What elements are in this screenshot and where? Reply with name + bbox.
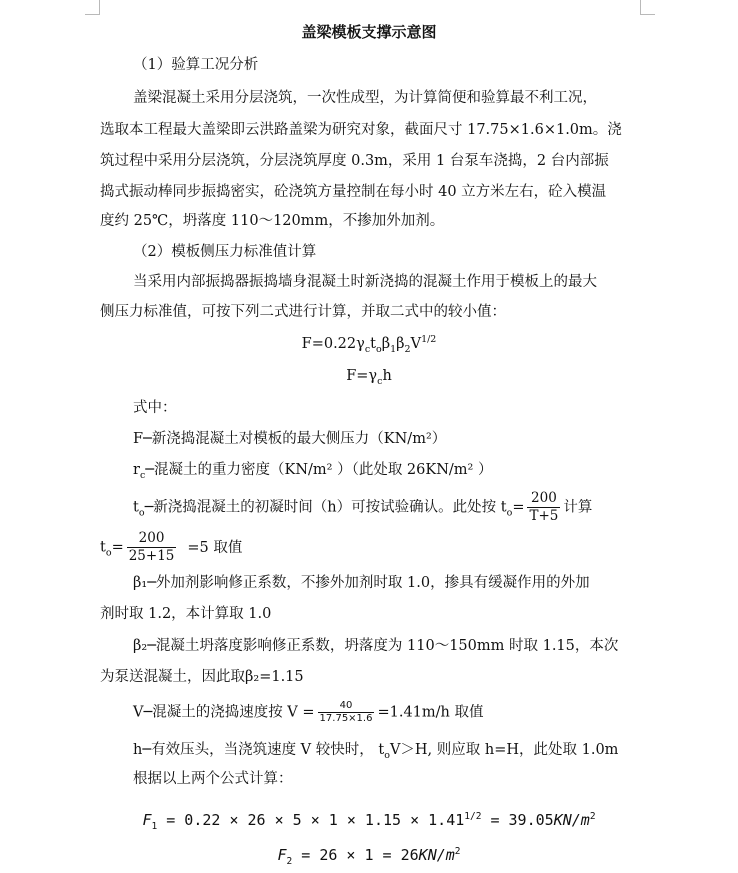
section1-heading: （1）验算工况分析 [133,57,259,73]
formula-lateral-pressure-1: $F=0.22\gamma_ct_o\beta_1\beta_2V^{1/2}$ [301,334,437,355]
paragraph1-line5: 度约 25℃，坍落度 110～120mm，不掺加外加剂。 [100,213,445,229]
paragraph1-line4: 捣式振动棒同步振捣密实，砼浇筑方量控制在每小时 40 立方米左右，砼入模温 [100,184,607,200]
definition-t0: $t_o─$新浇捣混凝土的初凝时间（h）可按试验确认。此处按 $t_o=$ $\frac{200}{T+5}$ 计算 [133,490,593,524]
fraction-200-over-40: $\frac{200}{25+15}$ [128,530,175,564]
definition-rc: $r_c─$混凝土的重力密度（KN/m² ）（此处取 26KN/m² ） [133,462,493,481]
paragraph1-line1: 盖梁混凝土采用分层浇筑，一次性成型，为计算简便和验算最不利工况， [133,90,597,106]
page-corner-mark-right [640,0,655,15]
paragraph1-line2: 选取本工程最大盖梁即云洪路盖梁为研究对象，截面尺寸 17.75×1.6×1.0m。浇 [100,122,622,138]
beta2-definition-line1: β₂─混凝土坍落度影响修正系数，坍落度为 110～150mm 时取 1.15，本次 [133,638,619,654]
paragraph1-line3: 筑过程中采用分层浇筑，分层浇筑厚度 0.3m，采用 1 台泵车浇捣，2 台内部振 [100,153,609,169]
paragraph2-line1: 当采用内部振捣器振捣墙身混凝土时新浇捣的混凝土作用于模板上的最大 [133,274,597,290]
h-definition: h─有效压头，当浇筑速度 V 较快时， $t_oV>H$, 则应取 h=H，此处取 1.0m [133,742,619,761]
where-label: 式中： [133,400,177,416]
paragraph2-line2: 侧压力标准值，可按下列二式进行计算，并取二式中的较小值： [100,304,506,320]
equation-F1: $F_1 = 0.22 \times 26 \times 5 \times 1 \times 1.15 \times 1.41^{1/2} = 39.05KN/m^2$ [142,811,596,832]
formula-lateral-pressure-2: $F=\gamma_ch$ [346,368,392,387]
page-corner-mark-left [85,0,100,15]
fraction-200-over-T5: $\frac{200}{T+5}$ [529,490,559,524]
velocity-definition: V─混凝土的浇捣速度按 V = $\frac{40}{17.75\times 1.6}$ =1.41m/h 取值 [133,700,484,724]
fraction-40-over-area: $\frac{40}{17.75\times 1.6}$ [319,700,373,724]
section2-heading: （2）模板侧压力标准值计算 [133,244,317,260]
beta1-definition-line1: β₁─外加剂影响修正系数，不掺外加剂时取 1.0，掺具有缓凝作用的外加 [133,575,590,591]
definition-F: F─新浇捣混凝土对模板的最大侧压力（KN/m²） [133,431,447,447]
beta1-definition-line2: 剂时取 1.2，本计算取 1.0 [100,606,272,622]
beta2-definition-line2: 为泵送混凝土，因此取β₂=1.15 [100,669,304,685]
t0-calculation: $t_o=$ $\frac{200}{25+15}$ =5 取值 [100,530,243,564]
calculation-intro: 根据以上两个公式计算： [133,771,293,787]
equation-F2: $F_2 = 26 \times 1 = 26KN/m^2$ [277,846,461,867]
document-title: 盖梁模板支撑示意图 [301,23,437,41]
